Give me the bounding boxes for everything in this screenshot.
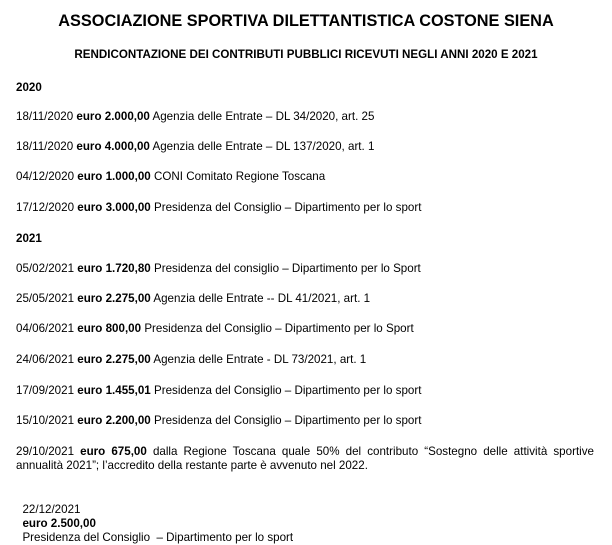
entry-amount: euro 2.200,00 (77, 414, 151, 427)
entry-date: 15/10/2021 (16, 414, 75, 427)
entry-date: 04/06/2021 (16, 322, 75, 335)
entry-row (16, 170, 594, 184)
entry-description: Presidenza del Consiglio – Dipartimento per lo sport (153, 384, 422, 397)
entry-date: 24/06/2021 (16, 353, 75, 366)
entry-description: Presidenza del consiglio – Dipartimento per lo Sport (153, 262, 421, 275)
entry-date: 29/10/2021 (16, 445, 75, 458)
entry-amount: euro 4.000,00 (76, 140, 150, 153)
entry-amount: euro 800,00 (77, 322, 142, 335)
entry-description: Presidenza del Consiglio – Dipartimento per lo sport (153, 201, 422, 214)
entry-amount: euro 2.275,00 (77, 353, 151, 366)
entry-description: Presidenza del Consiglio – Dipartimento per lo Sport (144, 322, 414, 335)
entry-amount: euro 1.000,00 (77, 170, 151, 183)
entry-date: 22/12/2021 (22, 503, 81, 516)
entry-row (16, 353, 594, 367)
year-heading-2021: 2021 (16, 232, 42, 245)
entry-row (16, 110, 594, 124)
entry-description: dalla Regione Toscana quale 50% del contributo “Sostegno delle attività sportive annualità 2021”; l’accredito della restante parte è avvenuto nel 2022. (16, 445, 594, 472)
entry-amount: euro 2.000,00 (76, 110, 150, 123)
entry-date: 17/12/2020 (16, 201, 75, 214)
entry-description: Agenzia delle Entrate -- DL 41/2021, art. 1 (153, 292, 371, 305)
entry-date: 17/09/2021 (16, 384, 75, 397)
entry-description: Agenzia delle Entrate – DL 34/2020, art. 25 (152, 110, 375, 123)
entry-date: 05/02/2021 (16, 262, 75, 275)
document-subtitle: RENDICONTAZIONE DEI CONTRIBUTI PUBBLICI RICEVUTI NEGLI ANNI 2020 E 2021 (74, 48, 538, 61)
entry-amount: euro 675,00 (80, 445, 147, 458)
entry-row (16, 414, 594, 428)
document-title: ASSOCIAZIONE SPORTIVA DILETTANTISTICA COSTONE SIENA (58, 12, 554, 30)
entry-amount: euro 3.000,00 (77, 201, 151, 214)
entry-amount: euro 2.500,00 (22, 517, 96, 530)
entry-description: Agenzia delle Entrate – DL 137/2020, art. 1 (152, 140, 375, 153)
entry-amount: euro 2.275,00 (77, 292, 151, 305)
entry-row (16, 292, 594, 306)
entry-description: Presidenza del Consiglio – Dipartimento per lo sport (22, 531, 294, 544)
entry-row (16, 322, 594, 336)
entry-date: 25/05/2021 (16, 292, 75, 305)
entry-date: 18/11/2020 (16, 110, 74, 123)
entry-row (16, 445, 594, 473)
entry-row (16, 262, 594, 276)
entry-description: CONI Comitato Regione Toscana (153, 170, 326, 183)
entry-row (16, 384, 594, 398)
entry-row (16, 201, 594, 215)
entry-description: Agenzia delle Entrate - DL 73/2021, art. 1 (153, 353, 367, 366)
entry-date: 04/12/2020 (16, 170, 75, 183)
entry-date: 18/11/2020 (16, 140, 74, 153)
entry-description: Presidenza del Consiglio – Dipartimento per lo sport (153, 414, 422, 427)
year-heading-2020: 2020 (16, 81, 42, 94)
entry-row (16, 489, 594, 545)
entry-amount: euro 1.720,80 (77, 262, 151, 275)
entry-row (16, 140, 594, 154)
entry-amount: euro 1.455,01 (77, 384, 151, 397)
